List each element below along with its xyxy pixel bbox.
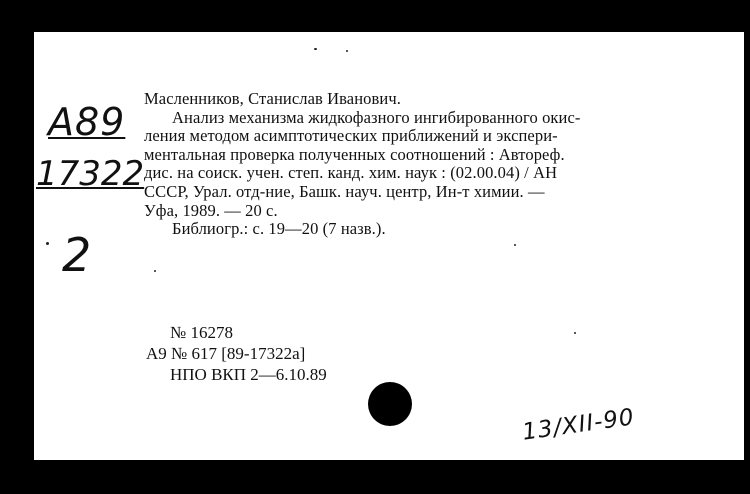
handwritten-copy-number: 2 (62, 228, 92, 282)
bibliography-note: Библиогр.: с. 19—20 (7 назв.). (172, 219, 386, 239)
handwritten-inventory-number: 17322 (36, 154, 145, 194)
author-line: Масленников, Станислав Иванович. (144, 89, 401, 108)
ink-speck (574, 332, 576, 334)
catalog-card (34, 32, 744, 460)
publisher-line: НПО ВКП 2—6.10.89 (170, 365, 327, 384)
handwritten-date: 13/XII-90 (520, 404, 637, 446)
title-line: Уфа, 1989. — 20 с. (144, 200, 278, 220)
bibliographic-entry (144, 90, 714, 239)
title-line: Анализ механизма жидкофазного ингибированного окис- (172, 107, 581, 127)
ink-speck (46, 242, 49, 245)
card-number: № 16278 (170, 323, 233, 342)
ink-speck (154, 270, 156, 272)
title-line: ления методом асимптотических приближений и экспери- (144, 126, 558, 146)
ink-speck (346, 50, 348, 52)
title-line: ментальная проверка полученных соотношений : Автореф. (144, 144, 565, 164)
title-line: СССР, Урал. отд-ние, Башк. науч. центр, Ин-т химии. — (144, 181, 545, 201)
card-numbers (146, 322, 327, 385)
catalog-number: А9 № 617 [89-17322а] (146, 344, 306, 363)
punch-hole (368, 382, 412, 426)
handwritten-shelf-mark: А89 (48, 100, 126, 144)
ink-speck (314, 48, 317, 50)
title-line: дис. на соиск. учен. степ. канд. хим. наук : (02.00.04) / АН (144, 163, 558, 183)
ink-speck (514, 244, 516, 246)
